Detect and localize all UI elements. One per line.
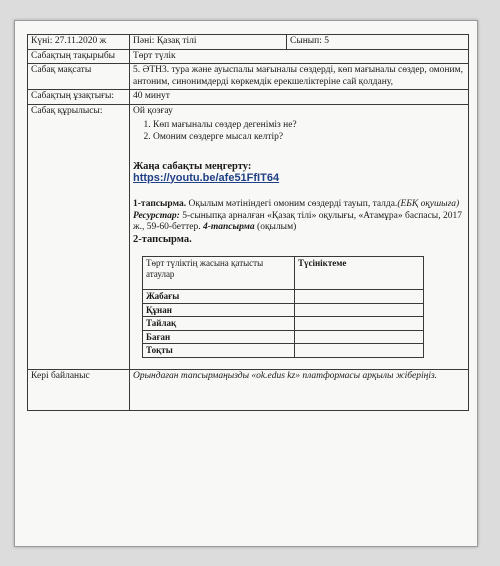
task2-answer-cell[interactable] — [295, 303, 424, 317]
resources-paragraph — [133, 211, 465, 234]
task2-term: Жабағы — [143, 290, 295, 304]
task2-answer-cell[interactable] — [295, 317, 424, 331]
feedback-row — [28, 369, 469, 410]
goal-row — [28, 64, 469, 90]
video-link[interactable]: https://youtu.be/afe51FfIT64 — [133, 171, 280, 184]
question-item: 1. Көп мағыналы сөздер дегеніміз не? — [153, 119, 465, 131]
header-row — [28, 35, 469, 50]
task1-label: 1-тапсырма. — [133, 199, 187, 209]
task2-col2-header: Түсініктеме — [295, 257, 424, 290]
document-page — [14, 20, 478, 547]
goal-label: Сабақ мақсаты — [28, 64, 130, 90]
task1-text: Оқылым мәтініндегі омоним сөздерді тауып, талда. — [186, 199, 398, 209]
task2-table — [142, 256, 424, 358]
resources-label: Ресурстар: — [133, 210, 180, 221]
structure-content — [130, 104, 469, 369]
task1-paragraph — [133, 199, 465, 211]
duration-row — [28, 90, 469, 105]
task2-answer-cell[interactable] — [295, 330, 424, 344]
topic-value: Төрт түлік — [130, 49, 469, 64]
grade-cell: Сынып: 5 — [287, 35, 469, 50]
subject-cell: Пәні: Қазақ тілі — [130, 35, 287, 50]
task2-answer-cell[interactable] — [295, 290, 424, 304]
date-cell: Күні: 27.11.2020 ж — [28, 35, 130, 50]
task2-label: 2-тапсырма. — [133, 233, 192, 245]
task1-note: (ЕБҚ оқушыға) — [397, 199, 460, 209]
task2-header-row — [143, 257, 424, 290]
structure-row — [28, 104, 469, 369]
warmup-heading: Ой қозғау — [133, 105, 173, 116]
resources-note: (оқылым) — [254, 222, 297, 232]
task2-term: Тайлақ — [143, 317, 295, 331]
new-topic-heading: Жаңа сабақты меңгерту: — [133, 161, 252, 172]
task2-row — [143, 290, 424, 304]
task2-row — [143, 303, 424, 317]
duration-label: Сабақтың ұзақтығы: — [28, 90, 130, 105]
feedback-label: Кері байланыс — [28, 369, 130, 410]
question-item: 2. Омоним сөздерге мысал келтір? — [153, 131, 465, 143]
task2-term: Құнан — [143, 303, 295, 317]
task2-term: Тоқты — [143, 344, 295, 358]
task2-term: Баған — [143, 330, 295, 344]
topic-row — [28, 49, 469, 64]
task2-answer-cell[interactable] — [295, 344, 424, 358]
resources-text: 5-сыныпқа арналған «Қазақ тілі» оқулығы, «Атамұра» баспасы, 2017 ж., 59-60-беттер. — [133, 210, 462, 232]
goal-value: 5. ӘТН3. тура және ауыспалы мағыналы сөздерді, көп мағыналы сөздер, омоним, антоним, синонимдерді көркемдік ерекшеліктеріне сай қолдану, — [130, 64, 469, 90]
feedback-value: Орындаған тапсырмаңызды «ok.edus kz» платформасы арқылы жіберіңіз. — [130, 369, 469, 410]
task2-col1-header: Төрт түліктің жасына қатысты атаулар — [143, 257, 295, 290]
task2-row — [143, 330, 424, 344]
topic-label: Сабақтың тақырыбы — [28, 49, 130, 64]
duration-value: 40 минут — [130, 90, 469, 105]
resources-task: 4-тапсырма — [202, 222, 255, 232]
question-list — [133, 119, 465, 143]
structure-label: Сабақ құрылысы: — [28, 104, 130, 369]
task2-row — [143, 317, 424, 331]
task2-row — [143, 344, 424, 358]
lesson-plan-table — [27, 34, 469, 411]
